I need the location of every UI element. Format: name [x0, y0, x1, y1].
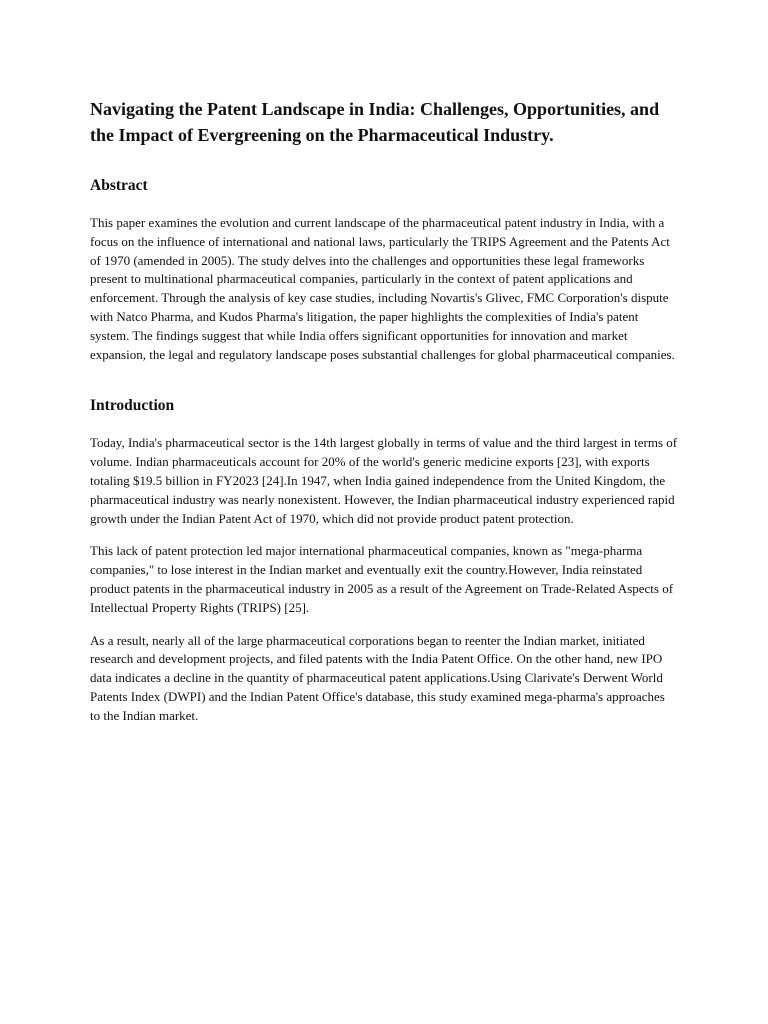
abstract-paragraph: This paper examines the evolution and current landscape of the pharmaceutical patent industry in India, with a focus on the influence of international and national laws, particularly the TRIPS Agreement and the Patents Act of 1970 (amended in 2005). The study delves into the challenges and opportunities these legal frameworks present to multinational pharmaceutical companies, particularly in the context of patent applications and enforcement. Through the analysis of key case studies, including Novartis's Glivec, FMC Corporation's dispute with Natco Pharma, and Kudos Pharma's litigation, the paper highlights the complexities of India's patent system. The findings suggest that while India offers significant opportunities for innovation and market expansion, the legal and regulatory landscape poses substantial challenges for global pharmaceutical companies.: [90, 215, 675, 362]
abstract-heading: Abstract: [90, 177, 148, 194]
introduction-paragraph-2: This lack of patent protection led major international pharmaceutical companies, known as "mega-pharma companies," to lose interest in the Indian market and eventually exit the country.However, India reinstated product patents in the pharmaceutical industry in 2005 as a result of the Agreement on Trade-Related Aspects of Intellectual Property Rights (TRIPS) [25].: [90, 543, 674, 615]
introduction-heading: Introduction: [90, 397, 175, 415]
paper-title: Navigating the Patent Landscape in India: Challenges, Opportunities, and the Impact of Evergreening on the Pharmaceutical Industry.: [90, 99, 660, 145]
introduction-paragraph-1: Today, India's pharmaceutical sector is the 14th largest globally in terms of value and the third largest in terms of volume. Indian pharmaceuticals account for 20% of the world's generic medicine exports [23], with exports totaling $19.5 billion in FY2023 [24].In 1947, when India gained independence from the United Kingdom, the pharmaceutical industry was nearly nonexistent. However, the Indian pharmaceutical industry experienced rapid growth under the Indian Patent Act of 1970, which did not provide product patent protection.: [90, 435, 678, 526]
introduction-paragraph-3: As a result, nearly all of the large pharmaceutical corporations began to reenter the Indian market, initiated research and development projects, and filed patents with the India Patent Office. On the other hand, new IPO data indicates a decline in the quantity of pharmaceutical patent applications.Using Clarivate's Derwent World Patents Index (DWPI) and the Indian Patent Office's database, this study examined mega-pharma's approaches to the Indian market.: [90, 632, 665, 723]
